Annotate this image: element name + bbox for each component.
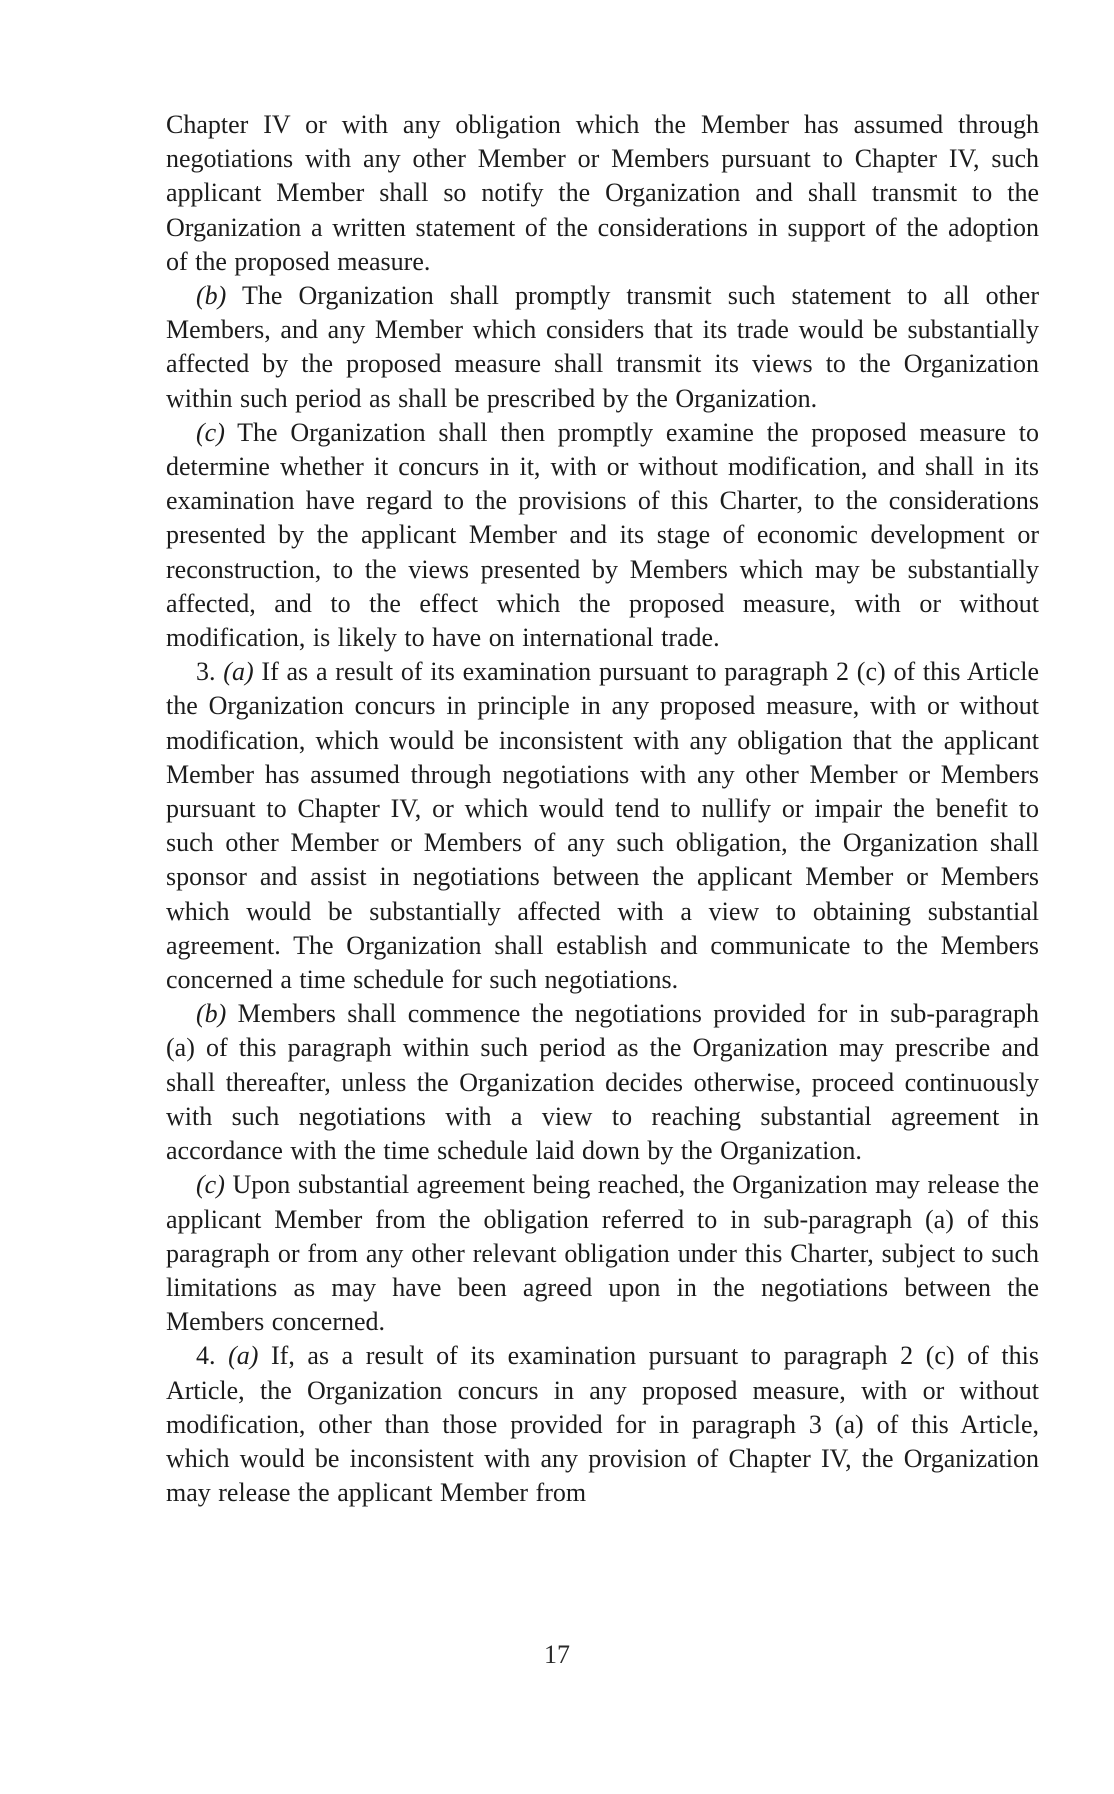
paragraph-2b xyxy=(166,279,1039,416)
paragraph-3b xyxy=(166,997,1039,1168)
subparagraph-marker: (b) xyxy=(196,281,227,311)
paragraph-text: Upon substantial agreement being reached, the Organization may release the applicant Member from the obligation referred to in sub-paragraph (a) of this paragraph or from any other relevant obligation under this Charter, subject to such limitations as may have been agreed upon in the negotiations between the Members concerned. xyxy=(166,1170,1039,1337)
subparagraph-marker: (b) xyxy=(196,999,227,1029)
paragraph-number: 4. xyxy=(196,1341,216,1371)
subparagraph-marker: (c) xyxy=(196,1170,225,1200)
paragraph-text: The Organization shall promptly transmit such statement to all other Members, and any Member which considers that its trade would be substantially affected by the proposed measure shall transmit its views to the Organization within such period as shall be prescribed by the Organization. xyxy=(166,281,1039,413)
paragraph-text: The Organization shall then promptly examine the proposed measure to determine whether it concurs in it, with or without modification, and shall in its examination have regard to the provisions of this Charter, to the considerations presented by the applicant Member and its stage of economic development or reconstruction, to the views presented by Members which may be substantially affected, and to the effect which the proposed measure, with or without modification, is likely to have on international trade. xyxy=(166,417,1039,653)
subparagraph-marker: (a) xyxy=(228,1341,259,1371)
paragraph-2c xyxy=(166,416,1039,655)
subparagraph-marker: (c) xyxy=(196,417,225,447)
paragraph-text: If as a result of its examination pursuant to paragraph 2 (c) of this Article the Organization concurs in principle in any proposed measure, with or without modification, which would be inconsistent with any obligation that the applicant Member has assumed through negotiations with any other Member or Members pursuant to Chapter IV, or which would tend to nullify or impair the benefit to such other Member or Members of any such obligation, the Organization shall sponsor and assist in negotiations between the applicant Member or Members which would be substantially affected with a view to obtaining substantial agreement. The Organization shall establish and communicate to the Members concerned a time schedule for such negotiations. xyxy=(166,657,1039,995)
paragraph-3c xyxy=(166,1168,1039,1339)
paragraph-text: Chapter IV or with any obligation which the Member has assumed through negotiations with any other Member or Members pursuant to Chapter IV, such applicant Member shall so notify the Organization and shall transmit to the Organization a written statement of the considerations in support of the adoption of the proposed measure. xyxy=(166,110,1039,276)
paragraph-4a xyxy=(166,1339,1039,1510)
page-number: 17 xyxy=(544,1640,570,1669)
paragraph-number: 3. xyxy=(196,657,216,687)
paragraph-continuation xyxy=(166,108,1039,279)
paragraph-text: If, as a result of its examination pursuant to paragraph 2 (c) of this Article, the Organization concurs in any proposed measure, with or without modification, other than those provided for in paragraph 3 (a) of this Article, which would be inconsistent with any provision of Chapter IV, the Organization may release the applicant Member from xyxy=(166,1341,1040,1508)
paragraph-3a xyxy=(166,655,1039,997)
paragraph-text: Members shall commence the negotiations provided for in sub-paragraph (a) of this paragraph within such period as the Organization may prescribe and shall thereafter, unless the Organization decides otherwise, proceed continuously with such negotiations with a view to reaching substantial agreement in accordance with the time schedule laid down by the Organization. xyxy=(166,999,1039,1166)
subparagraph-marker: (a) xyxy=(223,657,254,687)
document-page xyxy=(166,108,1039,1510)
